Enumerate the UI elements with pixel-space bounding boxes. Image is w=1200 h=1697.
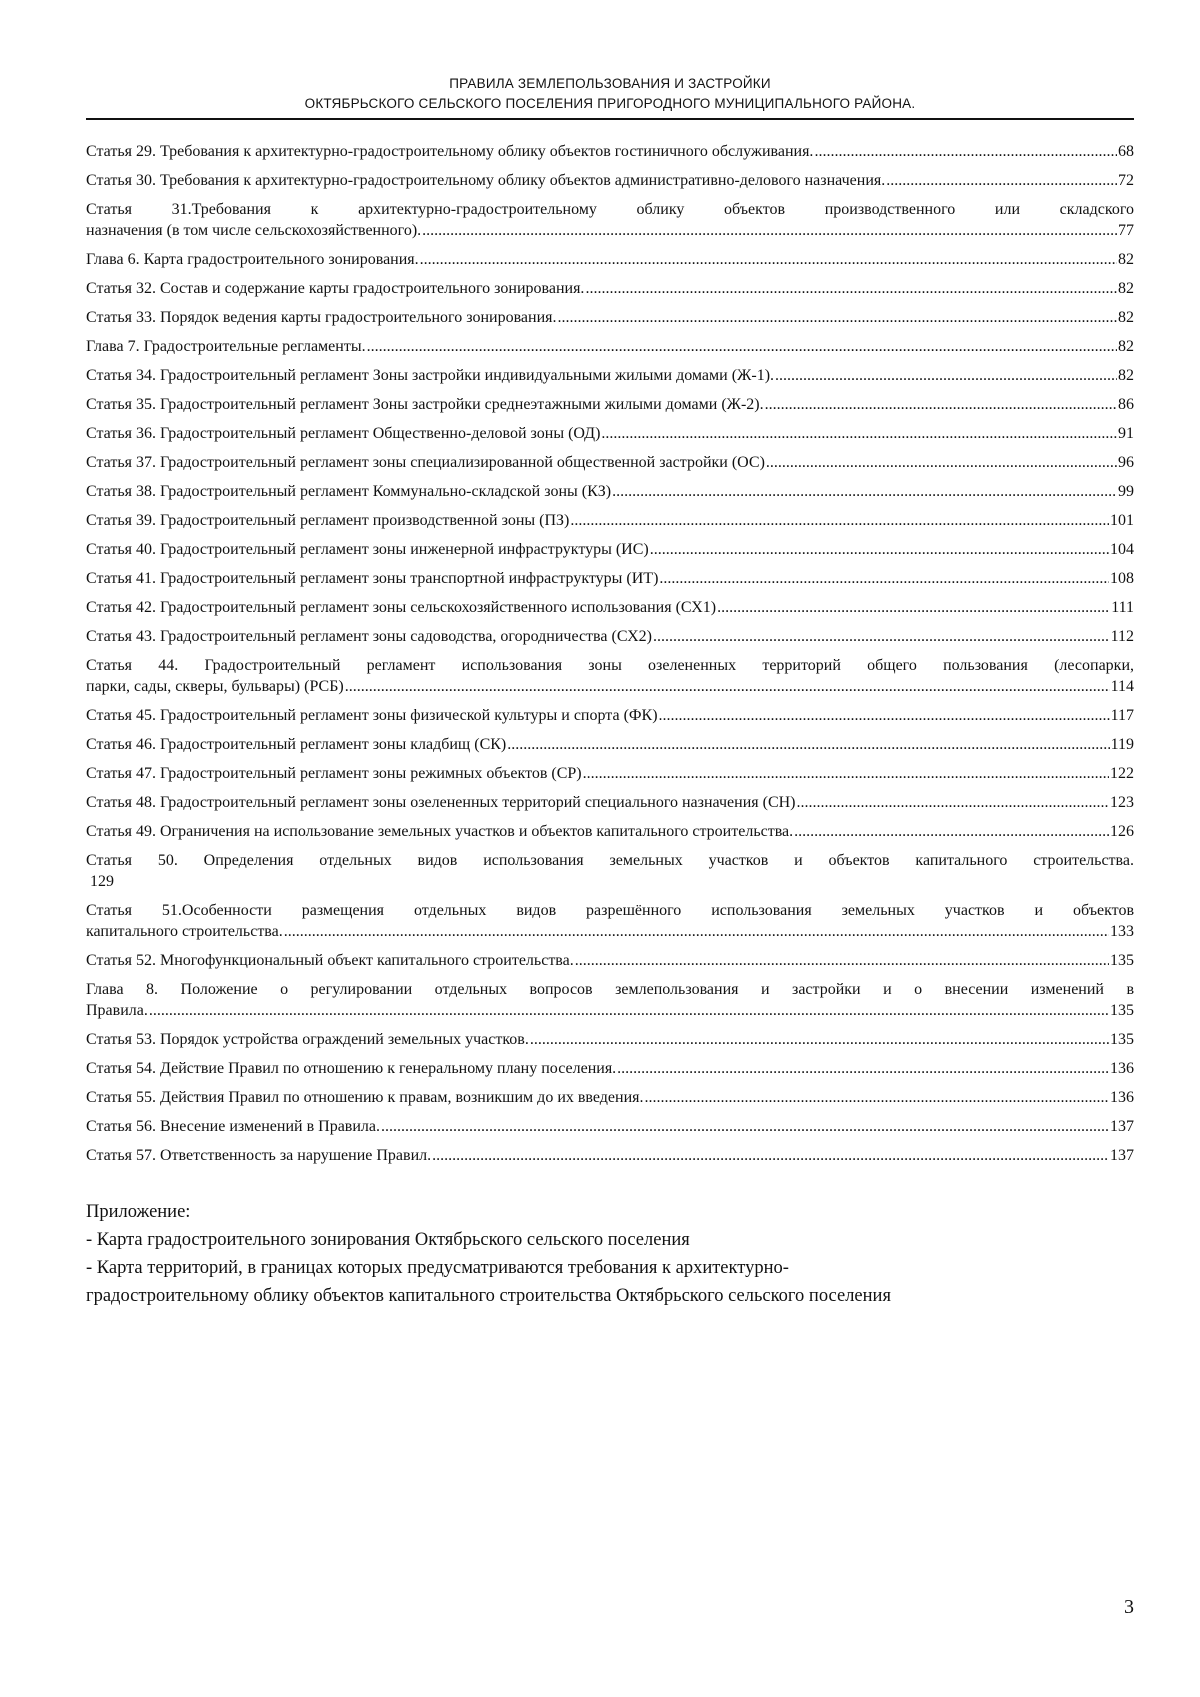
toc-entry-title: Статья 52. Многофункциональный объект капитального строительства. bbox=[86, 952, 574, 969]
appendix-item: - Карта градостроительного зонирования Октябрьского сельского поселения bbox=[86, 1230, 690, 1250]
toc-entry-title: Статья 36. Градостроительный регламент Общественно-деловой зоны (ОД) bbox=[86, 425, 601, 442]
toc-entry-page: 135 bbox=[1110, 1002, 1134, 1019]
toc-entry-title: Статья 42. Градостроительный регламент зоны сельскохозяйственного использования (СХ1) bbox=[86, 599, 717, 616]
toc-entry[interactable] bbox=[86, 1116, 1134, 1137]
toc-entry-page: 82 bbox=[1118, 251, 1134, 268]
toc-entry-title: Статья 54. Действие Правил по отношению к генеральному плану поселения. bbox=[86, 1060, 617, 1077]
toc-entry-title: Статья 32. Состав и содержание карты градостроительного зонирования. bbox=[86, 280, 585, 297]
toc-entry-title-cont: капитального строительства. bbox=[86, 923, 283, 940]
toc-entry[interactable] bbox=[86, 705, 1134, 726]
header-line-1: ПРАВИЛА ЗЕМЛЕПОЛЬЗОВАНИЯ И ЗАСТРОЙКИ bbox=[449, 76, 771, 91]
toc-entry[interactable] bbox=[86, 568, 1134, 589]
toc-entry-title: Статья 37. Градостроительный регламент зоны специализированной общественной застройки (ОС) bbox=[86, 454, 765, 471]
toc-entry-title: Статья 57. Ответственность за нарушение Правил. bbox=[86, 1147, 432, 1164]
toc-entry[interactable] bbox=[86, 979, 1134, 1021]
toc-entry-title: Статья 50. Определения отдельных видов использования земельных участков и объектов капитального строительства. bbox=[86, 852, 1134, 869]
toc-entry-title: Статья 29. Требования к архитектурно-градостроительному облику объектов гостиничного обслуживания. bbox=[86, 143, 814, 160]
toc-entry[interactable] bbox=[86, 1145, 1134, 1166]
toc-entry-title: Статья 47. Градостроительный регламент зоны режимных объектов (СР) bbox=[86, 765, 582, 782]
toc-entry-title: Статья 49. Ограничения на использование земельных участков и объектов капитального строительства. bbox=[86, 823, 794, 840]
toc-entry-page: 136 bbox=[1110, 1060, 1134, 1077]
toc-entry[interactable] bbox=[86, 170, 1134, 191]
toc-entry[interactable] bbox=[86, 1058, 1134, 1079]
toc-entry-page: 108 bbox=[1110, 570, 1134, 587]
toc-entry-title: Статья 34. Градостроительный регламент Зоны застройки индивидуальными жилыми домами (Ж-1). bbox=[86, 367, 775, 384]
toc-entry-title: Статья 31.Требования к архитектурно-градостроительному облику объектов производственного или складского bbox=[86, 201, 1134, 218]
toc-entry[interactable] bbox=[86, 336, 1134, 357]
toc-entry-title: Статья 55. Действия Правил по отношению к правам, возникшим до их введения. bbox=[86, 1089, 644, 1106]
header-rule bbox=[86, 118, 1134, 120]
appendix-item-cont: градостроительному облику объектов капитального строительства Октябрьского сельского поселения bbox=[86, 1286, 891, 1306]
toc-entry-page: 72 bbox=[1118, 172, 1134, 189]
toc-entry-title: Глава 8. Положение о регулировании отдельных вопросов землепользования и застройки и о внесении изменений в bbox=[86, 981, 1134, 998]
toc-entry-page: 82 bbox=[1118, 367, 1134, 384]
toc-entry-title-cont: Правила. bbox=[86, 1002, 148, 1019]
toc-entry-page: 135 bbox=[1110, 1031, 1134, 1048]
toc-entry[interactable] bbox=[86, 763, 1134, 784]
toc-entry[interactable] bbox=[86, 394, 1134, 415]
toc-entry[interactable] bbox=[86, 365, 1134, 386]
toc-entry-title: Статья 44. Градостроительный регламент использования зоны озелененных территорий общего пользования (лесопарки, bbox=[86, 657, 1134, 674]
toc-entry-title: Статья 53. Порядок устройства ограждений земельных участков. bbox=[86, 1031, 529, 1048]
toc-entry[interactable] bbox=[86, 655, 1134, 697]
toc-entry-page: 99 bbox=[1118, 483, 1134, 500]
toc-entry[interactable] bbox=[86, 249, 1134, 270]
toc-entry-title: Статья 35. Градостроительный регламент Зоны застройки среднеэтажными жилыми домами (Ж-2). bbox=[86, 396, 764, 413]
toc-entry-page: 123 bbox=[1110, 794, 1134, 811]
toc-entry-page: 68 bbox=[1118, 143, 1134, 160]
toc-entry-page: 86 bbox=[1118, 396, 1134, 413]
table-of-contents bbox=[86, 141, 1134, 1174]
toc-entry[interactable] bbox=[86, 792, 1134, 813]
toc-entry-title: Статья 45. Градостроительный регламент зоны физической культуры и спорта (ФК) bbox=[86, 707, 658, 724]
toc-entry-page: 117 bbox=[1110, 707, 1134, 724]
appendix-section bbox=[86, 1198, 1134, 1310]
toc-entry-page: 82 bbox=[1118, 280, 1134, 297]
toc-entry[interactable] bbox=[86, 452, 1134, 473]
toc-entry-title: Глава 6. Карта градостроительного зонирования. bbox=[86, 251, 419, 268]
toc-entry[interactable] bbox=[86, 734, 1134, 755]
toc-entry-page: 137 bbox=[1110, 1147, 1134, 1164]
toc-entry[interactable] bbox=[86, 950, 1134, 971]
toc-entry-page: 112 bbox=[1110, 628, 1134, 645]
toc-entry[interactable] bbox=[86, 510, 1134, 531]
appendix-heading: Приложение: bbox=[86, 1202, 191, 1222]
toc-entry-title: Статья 48. Градостроительный регламент зоны озелененных территорий специального назначения (СН) bbox=[86, 794, 796, 811]
toc-entry-title: Статья 39. Градостроительный регламент производственной зоны (ПЗ) bbox=[86, 512, 570, 529]
toc-entry[interactable] bbox=[86, 1087, 1134, 1108]
toc-entry-page: 104 bbox=[1110, 541, 1134, 558]
toc-entry-page: 126 bbox=[1110, 823, 1134, 840]
toc-entry[interactable] bbox=[86, 278, 1134, 299]
toc-entry-title-cont: парки, сады, скверы, бульвары) (РСБ) bbox=[86, 678, 344, 695]
document-header bbox=[86, 74, 1134, 114]
toc-entry-title-cont: назначения (в том числе сельскохозяйственного). bbox=[86, 222, 422, 239]
toc-entry-page: 133 bbox=[1110, 923, 1134, 940]
toc-entry-page: 82 bbox=[1118, 309, 1134, 326]
toc-entry-page: 135 bbox=[1110, 952, 1134, 969]
toc-entry-title: Статья 40. Градостроительный регламент зоны инженерной инфраструктуры (ИС) bbox=[86, 541, 649, 558]
toc-entry-page: 111 bbox=[1111, 599, 1134, 616]
toc-entry-page: 91 bbox=[1118, 425, 1134, 442]
toc-entry[interactable] bbox=[86, 850, 1134, 892]
toc-entry[interactable] bbox=[86, 821, 1134, 842]
toc-entry-title: Статья 43. Градостроительный регламент зоны садоводства, огородничества (СХ2) bbox=[86, 628, 652, 645]
toc-entry-title: Статья 38. Градостроительный регламент Коммунально-складской зоны (КЗ) bbox=[86, 483, 612, 500]
toc-entry-page: 137 bbox=[1110, 1118, 1134, 1135]
toc-entry-page: 114 bbox=[1110, 678, 1134, 695]
toc-entry[interactable] bbox=[86, 199, 1134, 241]
toc-entry-page: 101 bbox=[1110, 512, 1134, 529]
toc-entry-title: Статья 51.Особенности размещения отдельных видов разрешённого использования земельных участков и объектов bbox=[86, 902, 1134, 919]
toc-entry-page: 77 bbox=[1118, 222, 1134, 239]
toc-entry-page: 136 bbox=[1110, 1089, 1134, 1106]
toc-entry-title: Статья 41. Градостроительный регламент зоны транспортной инфраструктуры (ИТ) bbox=[86, 570, 659, 587]
toc-entry[interactable] bbox=[86, 900, 1134, 942]
toc-entry[interactable] bbox=[86, 539, 1134, 560]
toc-entry-title: Статья 56. Внесение изменений в Правила. bbox=[86, 1118, 380, 1135]
toc-entry[interactable] bbox=[86, 597, 1134, 618]
toc-entry-title: Статья 30. Требования к архитектурно-градостроительному облику объектов административно-делового назначения. bbox=[86, 172, 886, 189]
page-number: 3 bbox=[1124, 1596, 1134, 1618]
toc-entry-page: 119 bbox=[1110, 736, 1134, 753]
toc-entry[interactable] bbox=[86, 481, 1134, 502]
toc-entry-page: 129 bbox=[90, 873, 114, 890]
toc-entry[interactable] bbox=[86, 1029, 1134, 1050]
toc-entry-title: Статья 33. Порядок ведения карты градостроительного зонирования. bbox=[86, 309, 557, 326]
toc-entry-title: Статья 46. Градостроительный регламент зоны кладбищ (СК) bbox=[86, 736, 507, 753]
toc-entry-page: 96 bbox=[1118, 454, 1134, 471]
toc-entry-page: 122 bbox=[1110, 765, 1134, 782]
toc-entry[interactable] bbox=[86, 626, 1134, 647]
toc-entry[interactable] bbox=[86, 307, 1134, 328]
toc-entry-page: 82 bbox=[1118, 338, 1134, 355]
toc-entry[interactable] bbox=[86, 423, 1134, 444]
header-line-2: ОКТЯБРЬСКОГО СЕЛЬСКОГО ПОСЕЛЕНИЯ ПРИГОРОДНОГО МУНИЦИПАЛЬНОГО РАЙОНА. bbox=[304, 96, 916, 111]
toc-entry-title: Глава 7. Градостроительные регламенты. bbox=[86, 338, 366, 355]
appendix-item: - Карта территорий, в границах которых предусматриваются требования к архитектурно- bbox=[86, 1258, 789, 1278]
toc-entry[interactable] bbox=[86, 141, 1134, 162]
